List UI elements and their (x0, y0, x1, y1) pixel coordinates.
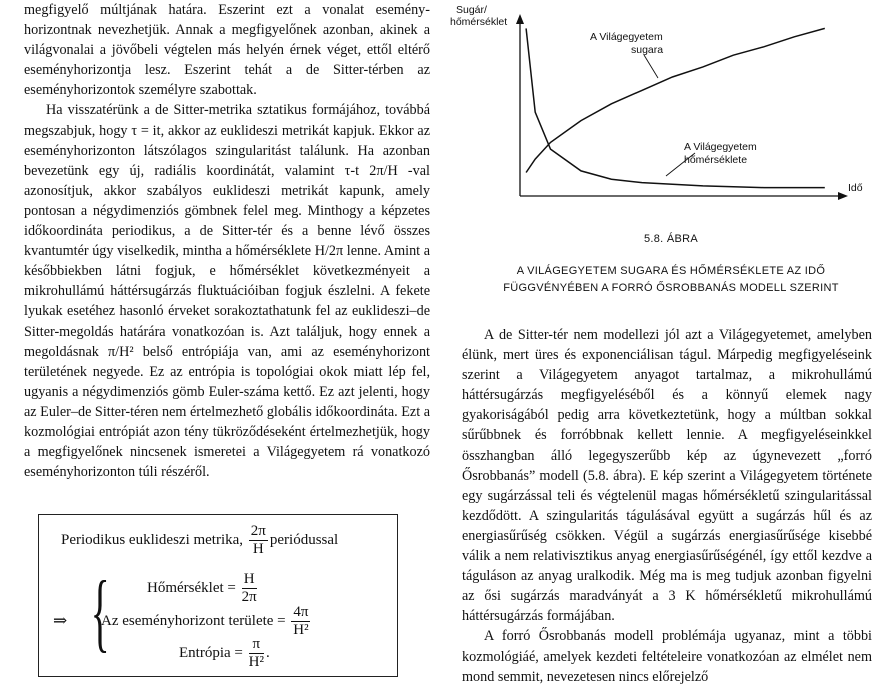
formula-line-area: Az eseményhorizont területe = $\frac{4\pi}{\text{H²}}$ (101, 604, 309, 638)
implies-arrow: ⇒ (53, 611, 68, 630)
y-axis-label: Sugár/ (456, 4, 487, 16)
y-axis-label: hőmérséklet (450, 16, 508, 28)
formula-line-metric: Periodikus euklideszi metrika, $\frac{2\pi}{H}$ periódussal (61, 523, 339, 557)
radius-label: sugara (631, 44, 664, 56)
paragraph: Ha visszatérünk a de Sitter-metrika sztatikus formájához, továbbá megszabjuk, hogy τ = it, akkor az euklideszi metrikát kapjuk. Ekkor az eseményhorizonton látszólagos szingularitást találunk. Ha azonban bevezetünk egy új, radiális koordinátát, valamint τ-t 2π/H -val azonosítjuk, akkor szabályos euklideszi metrikát kapunk, amely pontosan a négydimenziós gömbnek felel meg. Minthogy a képzetes időkoordináta periodikus, a de Sitter-tér és a benne lévő összes kvantumtér úgy viselkedik, mintha a hőmérséklete H/2π lenne. Amint a későbbiekben látni fogjuk, e hőmérséklet következményeit a mikrohullámú háttérsugárzás fluktuációiban fogjuk észlelni. A fekete lyukak esetéhez hasonló érveket sorakoztathatunk fel az euklideszi–de Sitter-megoldás határára vonatkozóan is. Azt találjuk, hogy ennek a megoldásnak π/H² belső entrópiája van, ami az eseményhorizont területének negyede. Ez az entrópia is topológiai okok miatt lép fel, ugyanis a négydimenziós gömb Euler-száma kettő. Ez azt jelenti, hogy az Euler–de Sitter-téren nem értelmezhető globális időkoordináta. Ezt a kozmológiai entrópiát azon tény tükröződéseként értelmezhetjük, hogy a megfigyelőnek nincsenek ismeretei a Világegyetem rá vonatkozó eseményhorizonton túli részéről. (24, 102, 430, 481)
right-text-column (462, 325, 872, 687)
formula-line-temperature: Hőmérséklet = $\frac{H}{2\pi}$ (147, 571, 257, 605)
temperature-label: hőmérséklete (684, 154, 748, 166)
fraction: $\frac{2\pi}{H}$ (250, 523, 266, 557)
figure-number: 5.8. ÁBRA (643, 233, 699, 245)
temperature-label: A Világegyetem (684, 141, 757, 153)
radius-temperature-chart (448, 0, 868, 225)
paragraph: A forró Ősrobbanás modell problémája ugyanaz, mint a többi kozmológiáé, amelyek kezdeti feltételeire vonatkozóan az elmélet nem mond semmit, nevezetesen nincs előrejelző (462, 628, 872, 685)
x-axis-label: Idő (848, 182, 863, 194)
x-axis-arrowhead (838, 192, 848, 200)
paragraph: megfigyelő múltjának határa. Eszerint ezt a vonalat esemény-horizontnak nevezhetjük. Annak a megfigyelőnek azonban, akinek a világvonalai a jövőbeli végtelen más helyén érnek véget, ettől eltérő eseményhorizontja lesz. Eszerint tehát a de Sitter-térben az eseményhorizontok személyre szabottak. (24, 2, 430, 99)
y-axis-arrowhead (516, 14, 524, 24)
left-text-column (24, 0, 430, 482)
radius-label: A Világegyetem (590, 31, 663, 43)
formula-box (38, 514, 398, 677)
radius-leader-line (644, 55, 658, 78)
temperature-series-line (526, 28, 825, 187)
formula-line-entropy: Entrópia = $\frac{\pi}{\text{H²}}$ . (179, 636, 270, 670)
figure-caption: A VILÁGEGYETEM SUGARA ÉS HŐMÉRSÉKLETE AZ IDŐ FÜGGVÉNYÉBEN A FORRÓ ŐSROBBANÁS MODELL SZERINT (503, 265, 839, 294)
radius-series-line (526, 28, 825, 172)
paragraph: A de Sitter-tér nem modellezi jól azt a Világegyetemet, amelyben élünk, mert üres és exponenciálisan tágul. Márpedig megfigyeléseink szerint a Világegyetem anyagot tartalmaz, a mikrohullámú háttérsugárzás megfigyeléséből és a könnyű elemek nagy gyakoriságából pedig arra következtetünk, hogy a múltban sokkal sűrűbbnek és forróbbnak kellett lennie. A megfigyeléseinkkel összhangban álló legegyszerűbb kép az úgynevezett „forró Ősrobbanás” modell (5.8. ábra). E kép szerint a Világegyetem története egy sugárzással teli és végtelenül magas hőmérsékletű szingularitással kezdődött. A szingularitás tágulásával együtt a sugárzás hűl és az energiasűrűség csökken. Végül a sugárzás energiasűrűsége kisebbé válik a nem relativisztikus anyag energiasűrűségénél, így ettől kezdve a táguláson az anyag uralkodik. Még ma is meg tudjuk azonban figyelni az ősi sugárzás maradványát a 3 K hőmérsékletű mikrohullámú háttérsugárzás formájában. (462, 327, 872, 625)
curly-brace: { (90, 564, 110, 661)
